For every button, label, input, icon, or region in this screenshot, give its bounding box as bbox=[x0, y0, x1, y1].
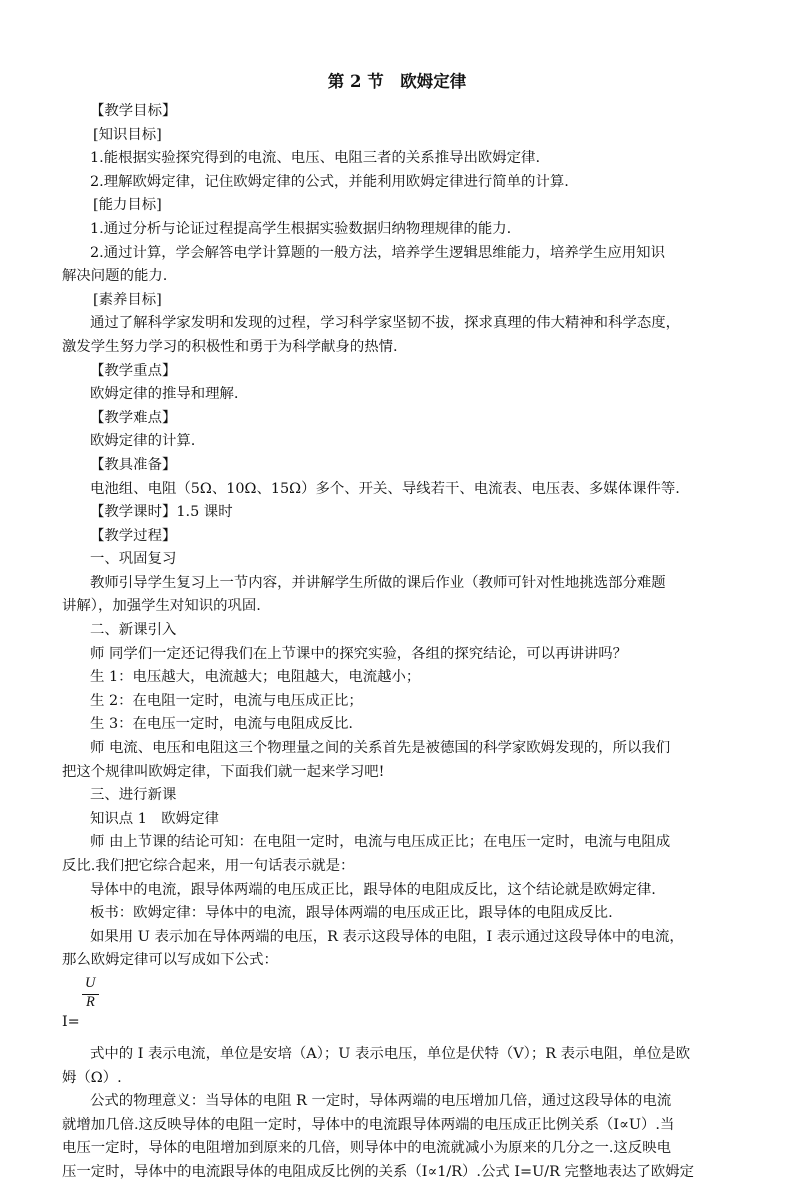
review-text: 教师引导学生复习上一节内容，并讲解学生所做的课后作业（教师可针对性地挑选部分难题 bbox=[90, 574, 666, 591]
student-line-3: 生 3：在电压一定时，电流与电阻成反比. bbox=[90, 716, 353, 733]
knowledge-header: [知识目标] bbox=[93, 126, 162, 143]
literacy-text-cont: 激发学生努力学习的积极性和勇于为科学献身的热情. bbox=[62, 338, 398, 355]
literacy-text: 通过了解科学家发明和发现的过程，学习科学家坚韧不拔，探求真理的伟大精神和科学态度， bbox=[90, 315, 681, 332]
units-text: 式中的 I 表示电流，单位是安培（A）；U 表示电压，单位是伏特（V）；R 表示电阻，单位是欧 bbox=[90, 1045, 691, 1062]
tools-header: 【教具准备】 bbox=[90, 456, 177, 473]
formula-denominator: R bbox=[86, 993, 95, 1010]
knowledge-item-2: 2.理解欧姆定律，记住欧姆定律的公式，并能利用欧姆定律进行简单的计算. bbox=[90, 173, 569, 190]
student-line-1: 生 1：电压越大，电流越大；电阻越大，电流越小； bbox=[90, 669, 421, 686]
student-line-2: 生 2：在电阻一定时，电流与电压成正比； bbox=[90, 692, 363, 709]
meaning-text-cont-2: 电压一定时，导体的电阻增加到原来的几倍，则导体中的电流就减小为原来的几分之一.这反映电 bbox=[62, 1140, 671, 1157]
formula-lhs: I= bbox=[62, 1013, 80, 1030]
difficulty-header: 【教学难点】 bbox=[90, 409, 177, 426]
hours-text: 【教学课时】1.5 课时 bbox=[90, 504, 233, 521]
ability-header: [能力目标] bbox=[93, 197, 162, 214]
board-text: 板书：欧姆定律：导体中的电流，跟导体两端的电压成正比，跟导体的电阻成反比. bbox=[90, 905, 613, 922]
ability-item-1: 1.通过分析与论证过程提高学生根据实验数据归纳物理规律的能力. bbox=[90, 220, 512, 237]
meaning-text: 公式的物理意义：当导体的电阻 R 一定时，导体两端的电压增加几倍，通过这段导体的电流 bbox=[90, 1093, 672, 1110]
intro-header: 二、新课引入 bbox=[90, 622, 177, 639]
document-body bbox=[62, 100, 740, 1185]
units-text-cont: 姆（Ω）. bbox=[62, 1069, 122, 1086]
ohm-formula bbox=[62, 973, 740, 1035]
process-header: 【教学过程】 bbox=[90, 527, 177, 544]
formula-numerator: U bbox=[85, 974, 96, 991]
tools-text: 电池组、电阻（5Ω、10Ω、15Ω）多个、开关、导线若干、电流表、电压表、多媒体课件等. bbox=[90, 480, 680, 497]
ability-item-2: 2.通过计算，学会解答电学计算题的一般方法，培养学生逻辑思维能力，培养学生应用知识 bbox=[90, 244, 665, 261]
teacher-line-3: 师 由上节课的结论可知：在电阻一定时，电流与电压成正比；在电压一定时，电流与电阻成 bbox=[90, 834, 671, 851]
new-lesson-header: 三、进行新课 bbox=[90, 787, 177, 804]
focus-text: 欧姆定律的推导和理解. bbox=[90, 386, 239, 403]
teacher-line-1: 师 同学们一定还记得我们在上节课中的探究实验，各组的探究结论，可以再讲讲吗？ bbox=[90, 645, 628, 662]
literacy-header: [素养目标] bbox=[93, 291, 162, 308]
knowledge-item-1: 1.能根据实验探究得到的电流、电压、电阻三者的关系推导出欧姆定律. bbox=[90, 150, 541, 167]
page-title: 第 2 节 欧姆定律 bbox=[327, 72, 467, 91]
teacher-line-2: 师 电流、电压和电阻这三个物理量之间的关系首先是被德国的科学家欧姆发现的，所以我们 bbox=[90, 740, 671, 757]
law-statement: 导体中的电流，跟导体两端的电压成正比，跟导体的电阻成反比，这个结论就是欧姆定律. bbox=[90, 881, 656, 898]
difficulty-text: 欧姆定律的计算. bbox=[90, 433, 196, 450]
meaning-text-cont-1: 就增加几倍.这反映导体的电阻一定时，导体中的电流跟导体两端的电压成正比例关系（I∝U）.当 bbox=[62, 1116, 675, 1133]
goals-header: 【教学目标】 bbox=[90, 103, 177, 119]
review-text-cont: 讲解），加强学生对知识的巩固. bbox=[62, 598, 261, 615]
focus-header: 【教学重点】 bbox=[90, 362, 177, 379]
variables-text: 如果用 U 表示加在导体两端的电压，R 表示这段导体的电阻，I 表示通过这段导体中的电流， bbox=[90, 928, 684, 945]
review-header: 一、巩固复习 bbox=[90, 551, 177, 568]
variables-text-cont: 那么欧姆定律可以写成如下公式： bbox=[62, 952, 278, 969]
knowledge-point-1: 知识点 1 欧姆定律 bbox=[90, 810, 219, 827]
ability-item-2-cont: 解决问题的能力. bbox=[62, 268, 168, 285]
teacher-line-2-cont: 把这个规律叫欧姆定律，下面我们就一起来学习吧! bbox=[62, 763, 385, 780]
teacher-line-3-cont: 反比.我们把它综合起来，用一句话表示就是： bbox=[62, 858, 355, 874]
meaning-text-cont-3: 压一定时，导体中的电流跟导体的电阻成反比例的关系（I∝1/R）.公式 I=U/R 完整地表达了欧姆定 bbox=[62, 1163, 694, 1180]
